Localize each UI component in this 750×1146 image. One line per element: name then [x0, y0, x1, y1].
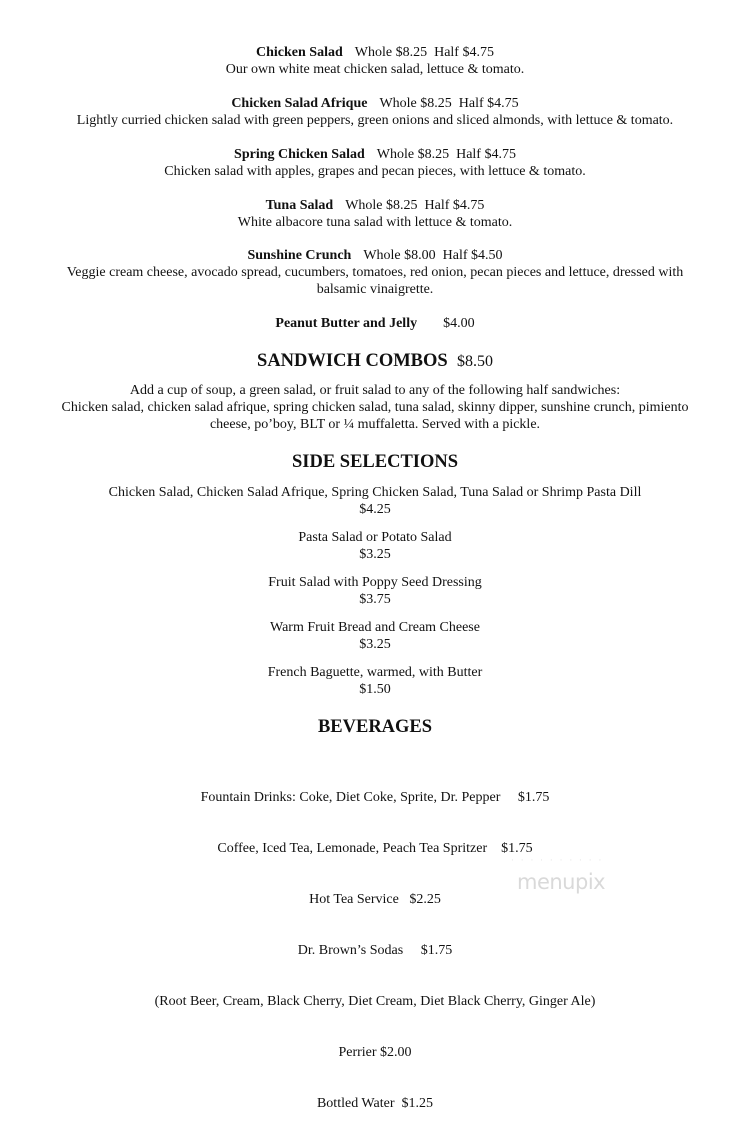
side-item-name: Chicken Salad, Chicken Salad Afrique, Spring Chicken Salad, Tuna Salad or Shrimp Pasta Dill — [108, 485, 642, 500]
item-description: Chicken salad with apples, grapes and pecan pieces, with lettuce & tomato. — [164, 164, 586, 179]
item-name: Chicken Salad — [256, 45, 343, 60]
watermark-text: menupix — [517, 870, 606, 894]
section-title-combos — [0, 350, 750, 373]
beverage-line: Fountain Drinks: Coke, Diet Coke, Sprite, Dr. Pepper $1.75 — [200, 790, 550, 805]
item-name: Tuna Salad — [265, 198, 334, 213]
item-heading — [0, 44, 750, 61]
item-whole-price: Whole $8.25 — [376, 147, 450, 162]
item-whole-price: Whole $8.25 — [379, 96, 452, 111]
combos-title: SANDWICH COMBOS — [257, 351, 448, 371]
side-item-price: $3.25 — [359, 547, 391, 562]
item-half-price: Half $4.75 — [424, 198, 485, 213]
combos-line: Add a cup of soup, a green salad, or fruit salad to any of the following half sandwiches: — [129, 383, 621, 398]
menu-item-spring-chicken-salad — [0, 146, 750, 180]
menupix-watermark — [511, 856, 627, 910]
side-item — [0, 529, 750, 563]
side-item — [0, 664, 750, 698]
combos-price: $8.50 — [456, 353, 493, 370]
item-description: Our own white meat chicken salad, lettuce & tomato. — [225, 62, 525, 77]
combos-line: Chicken salad, chicken salad afrique, spring chicken salad, tuna salad, skinny dipper, sunshine crunch, pimiento — [61, 400, 689, 415]
side-item-name: Pasta Salad or Potato Salad — [298, 530, 452, 545]
menu-item-chicken-salad — [0, 44, 750, 78]
item-half-price: Half $4.75 — [434, 45, 494, 60]
item-description-line: Veggie cream cheese, avocado spread, cucumbers, tomatoes, red onion, pecan pieces and lettuce, dressed with — [66, 265, 684, 280]
side-item — [0, 574, 750, 608]
item-description: Lightly curried chicken salad with green peppers, green onions and sliced almonds, with lettuce & tomato. — [76, 113, 674, 128]
side-item-name: Fruit Salad with Poppy Seed Dressing — [268, 575, 482, 590]
item-whole-price: Whole $8.25 — [345, 198, 418, 213]
beverage-line: (Root Beer, Cream, Black Cherry, Diet Cream, Diet Black Cherry, Ginger Ale) — [154, 994, 596, 1009]
item-whole-price: Whole $8.00 — [363, 248, 436, 263]
beverage-line: Bottled Water $1.25 — [316, 1096, 434, 1111]
beverage-line: Dr. Brown’s Sodas $1.75 — [297, 943, 453, 958]
item-half-price: Half $4.75 — [458, 96, 519, 111]
item-heading — [0, 197, 750, 214]
item-half-price: Half $4.75 — [456, 147, 516, 162]
watermark-dots-decoration: · · · · · · · · · · — [511, 856, 604, 866]
item-price: $4.00 — [443, 316, 475, 331]
menu-item-chicken-salad-afrique — [0, 95, 750, 129]
side-item-name: French Baguette, warmed, with Butter — [267, 665, 483, 680]
item-heading — [0, 146, 750, 163]
item-half-price: Half $4.50 — [442, 248, 503, 263]
side-item-price: $3.75 — [359, 592, 391, 607]
item-name: Sunshine Crunch — [247, 248, 352, 263]
menu-item-pbj — [0, 315, 750, 332]
side-item-price: $3.25 — [359, 637, 391, 652]
item-name: Chicken Salad Afrique — [231, 96, 368, 111]
item-description-line: balsamic vinaigrette. — [316, 282, 434, 297]
section-title-sides: SIDE SELECTIONS — [291, 452, 459, 472]
beverage-line: Hot Tea Service $2.25 — [309, 892, 441, 907]
item-name: Peanut Butter and Jelly — [275, 316, 418, 331]
beverage-line: Perrier $2.00 — [338, 1045, 412, 1060]
side-item — [0, 484, 750, 518]
menu-item-sunshine-crunch — [0, 247, 750, 298]
section-title-beverages: BEVERAGES — [317, 717, 433, 737]
item-description: White albacore tuna salad with lettuce & tomato. — [237, 215, 513, 230]
beverages-list — [0, 755, 750, 1146]
combos-description — [0, 382, 750, 433]
side-item-price: $1.50 — [359, 682, 391, 697]
item-heading — [0, 247, 750, 264]
side-item — [0, 619, 750, 653]
menu-item-tuna-salad — [0, 197, 750, 231]
item-name: Spring Chicken Salad — [234, 147, 365, 162]
side-item-price: $4.25 — [359, 502, 391, 517]
item-whole-price: Whole $8.25 — [354, 45, 428, 60]
side-item-name: Warm Fruit Bread and Cream Cheese — [270, 620, 480, 635]
beverage-line: Coffee, Iced Tea, Lemonade, Peach Tea Spritzer $1.75 — [217, 841, 533, 856]
combos-line: cheese, po’boy, BLT or ¼ muffaletta. Served with a pickle. — [209, 417, 541, 432]
item-heading — [0, 95, 750, 112]
